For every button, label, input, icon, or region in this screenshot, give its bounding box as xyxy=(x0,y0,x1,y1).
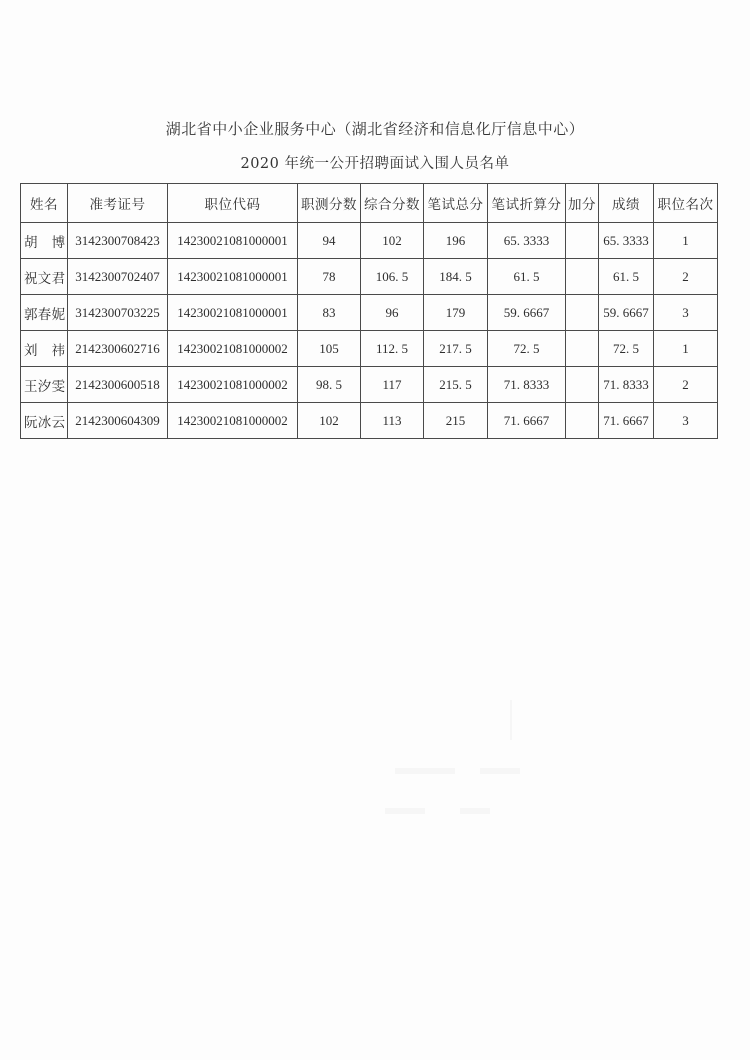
cell-position-rank: 2 xyxy=(654,367,718,403)
cell-written-total: 179 xyxy=(424,295,488,331)
cell-comprehensive-score: 112. 5 xyxy=(361,331,424,367)
cell-bonus xyxy=(566,223,599,259)
cell-bonus xyxy=(566,295,599,331)
cell-exam-number: 2142300604309 xyxy=(68,403,168,439)
cell-bonus xyxy=(566,331,599,367)
cell-name: 祝文君 xyxy=(21,259,68,295)
cell-exam-number: 2142300602716 xyxy=(68,331,168,367)
header-name: 姓名 xyxy=(21,184,68,223)
cell-written-converted: 71. 8333 xyxy=(488,367,566,403)
cell-comprehensive-score: 102 xyxy=(361,223,424,259)
interview-candidate-table xyxy=(20,183,718,439)
cell-final-score: 65. 3333 xyxy=(599,223,654,259)
cell-bonus xyxy=(566,367,599,403)
cell-bonus xyxy=(566,259,599,295)
scan-artifact xyxy=(460,808,490,814)
cell-written-total: 184. 5 xyxy=(424,259,488,295)
cell-position-code: 14230021081000002 xyxy=(168,367,298,403)
table-row xyxy=(21,367,718,403)
cell-exam-number: 3142300708423 xyxy=(68,223,168,259)
document-subtitle: 2020 年统一公开招聘面试入围人员名单 xyxy=(240,156,510,172)
header-position-code: 职位代码 xyxy=(168,184,298,223)
cell-position-code: 14230021081000001 xyxy=(168,259,298,295)
cell-written-total: 196 xyxy=(424,223,488,259)
scan-artifact xyxy=(510,700,512,740)
cell-name: 郭春妮 xyxy=(21,295,68,331)
cell-final-score: 72. 5 xyxy=(599,331,654,367)
cell-name: 刘 祎 xyxy=(21,331,68,367)
cell-comprehensive-score: 117 xyxy=(361,367,424,403)
cell-aptitude-score: 105 xyxy=(298,331,361,367)
cell-position-code: 14230021081000001 xyxy=(168,223,298,259)
cell-position-rank: 3 xyxy=(654,403,718,439)
header-final-score: 成绩 xyxy=(599,184,654,223)
header-aptitude-score: 职测分数 xyxy=(298,184,361,223)
cell-aptitude-score: 94 xyxy=(298,223,361,259)
table-row xyxy=(21,223,718,259)
table-row xyxy=(21,331,718,367)
document-title: 湖北省中小企业服务中心（湖北省经济和信息化厅信息中心） xyxy=(165,120,585,138)
cell-exam-number: 2142300600518 xyxy=(68,367,168,403)
header-comprehensive-score: 综合分数 xyxy=(361,184,424,223)
cell-final-score: 61. 5 xyxy=(599,259,654,295)
cell-comprehensive-score: 113 xyxy=(361,403,424,439)
cell-name: 胡 博 xyxy=(21,223,68,259)
header-bonus: 加分 xyxy=(566,184,599,223)
cell-aptitude-score: 83 xyxy=(298,295,361,331)
cell-aptitude-score: 102 xyxy=(298,403,361,439)
cell-position-rank: 3 xyxy=(654,295,718,331)
table-row xyxy=(21,295,718,331)
cell-written-converted: 61. 5 xyxy=(488,259,566,295)
cell-position-code: 14230021081000002 xyxy=(168,403,298,439)
cell-written-converted: 65. 3333 xyxy=(488,223,566,259)
cell-position-rank: 2 xyxy=(654,259,718,295)
table-row xyxy=(21,403,718,439)
cell-written-total: 217. 5 xyxy=(424,331,488,367)
cell-comprehensive-score: 96 xyxy=(361,295,424,331)
cell-position-code: 14230021081000002 xyxy=(168,331,298,367)
table-row xyxy=(21,259,718,295)
cell-aptitude-score: 98. 5 xyxy=(298,367,361,403)
cell-name: 阮冰云 xyxy=(21,403,68,439)
cell-bonus xyxy=(566,403,599,439)
cell-aptitude-score: 78 xyxy=(298,259,361,295)
cell-written-total: 215 xyxy=(424,403,488,439)
cell-written-converted: 59. 6667 xyxy=(488,295,566,331)
cell-exam-number: 3142300703225 xyxy=(68,295,168,331)
cell-position-rank: 1 xyxy=(654,223,718,259)
cell-written-converted: 72. 5 xyxy=(488,331,566,367)
cell-final-score: 71. 6667 xyxy=(599,403,654,439)
header-position-rank: 职位名次 xyxy=(654,184,718,223)
cell-name: 王汐雯 xyxy=(21,367,68,403)
cell-position-code: 14230021081000001 xyxy=(168,295,298,331)
cell-written-converted: 71. 6667 xyxy=(488,403,566,439)
header-written-converted: 笔试折算分 xyxy=(488,184,566,223)
table-header-row xyxy=(21,184,718,223)
header-written-total: 笔试总分 xyxy=(424,184,488,223)
scan-artifact xyxy=(385,808,425,814)
cell-comprehensive-score: 106. 5 xyxy=(361,259,424,295)
header-exam-number: 准考证号 xyxy=(68,184,168,223)
cell-exam-number: 3142300702407 xyxy=(68,259,168,295)
scan-artifact xyxy=(395,768,455,774)
cell-final-score: 71. 8333 xyxy=(599,367,654,403)
scan-artifact xyxy=(480,768,520,774)
cell-written-total: 215. 5 xyxy=(424,367,488,403)
cell-final-score: 59. 6667 xyxy=(599,295,654,331)
cell-position-rank: 1 xyxy=(654,331,718,367)
